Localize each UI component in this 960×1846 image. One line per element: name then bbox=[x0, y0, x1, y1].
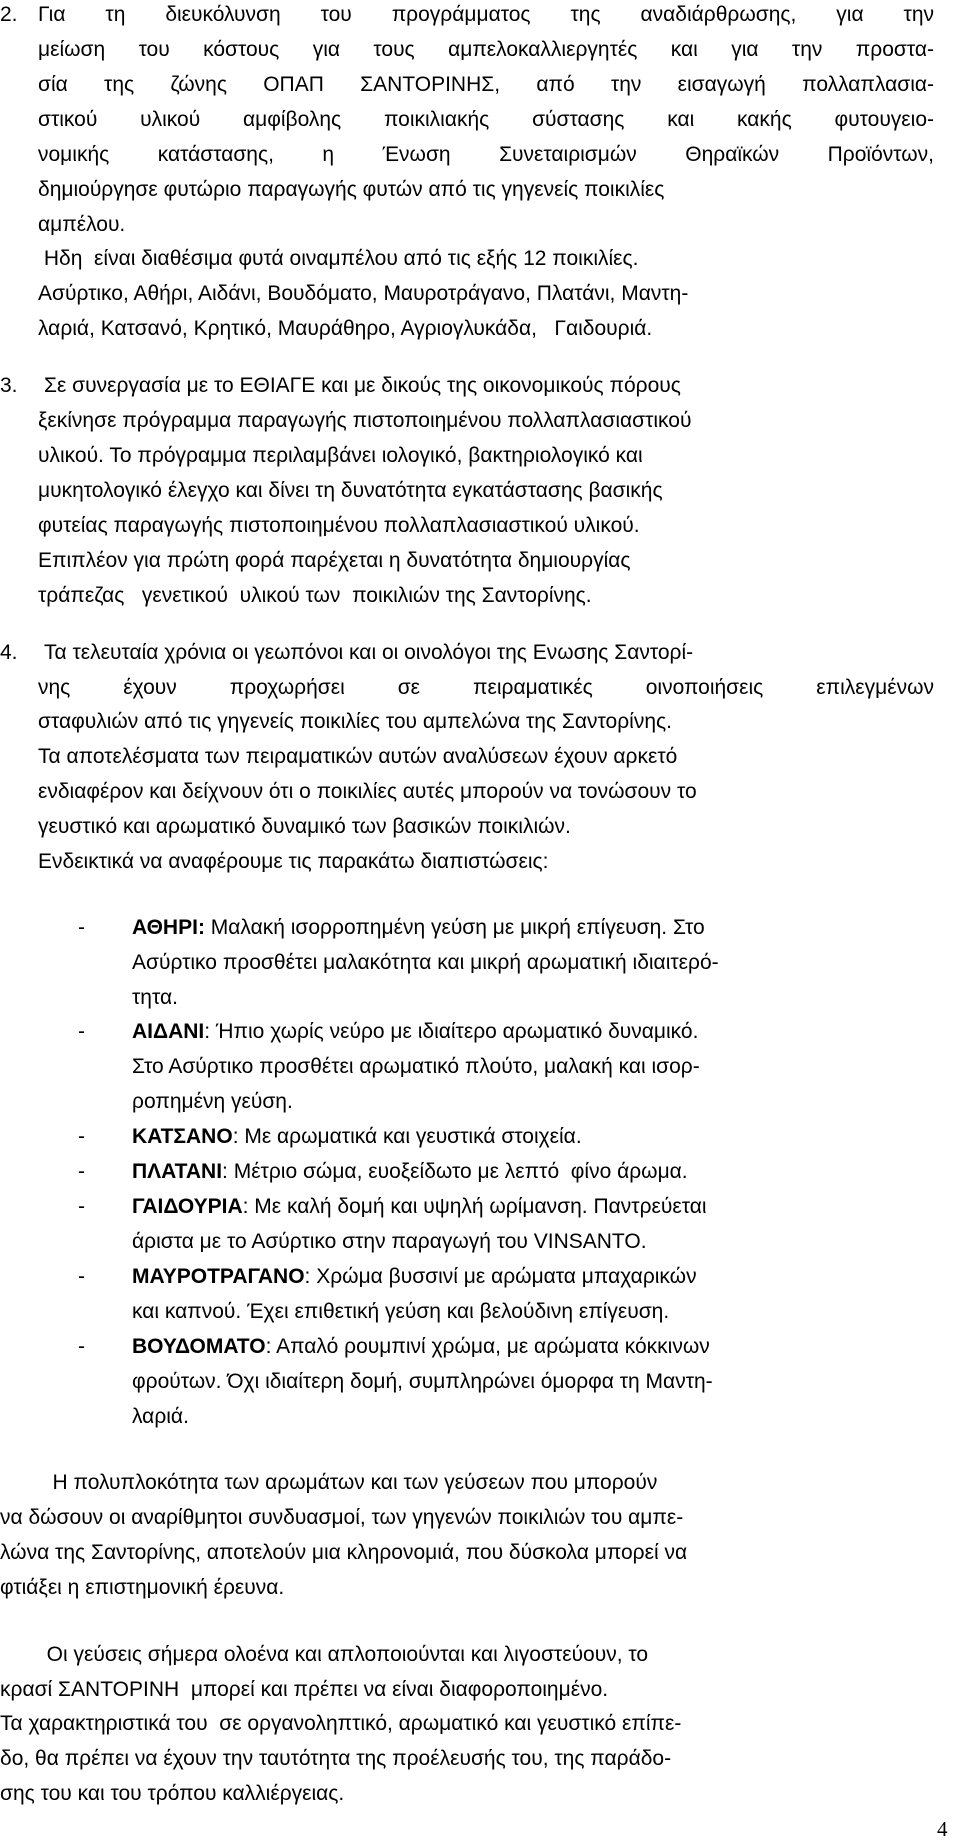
paragraph-2-line: Τα χαρακτηριστικά του σε οργανοληπτικό, αρωματικό και γευστικό επίπε- bbox=[0, 1712, 682, 1735]
list-item bbox=[132, 1194, 707, 1220]
varieties-list-line: Ασύρτικο, Αθήρι, Αιδάνι, Βουδόματο, Μαυροτράγανο, Πλατάνι, Μαντη- bbox=[38, 282, 689, 305]
paragraph-1-line: φτιάξει η επιστημονική έρευνα. bbox=[0, 1576, 285, 1599]
section-2-number: 2. bbox=[0, 3, 18, 26]
list-item bbox=[132, 1159, 688, 1185]
section-3-line: φυτείας παραγωγής πιστοποιημένου πολλαπλασιαστικού υλικού. bbox=[38, 514, 640, 537]
section-3-line: ξεκίνησε πρόγραμμα παραγωγής πιστοποιημένου πολλαπλασιαστικού bbox=[38, 409, 692, 432]
section-4-line: ενδιαφέρον και δείχνουν ότι ο ποικιλίες αυτές μπορούν να τονώσουν το bbox=[38, 780, 697, 803]
variety-name: ΑΘΗΡΙ: bbox=[132, 916, 205, 939]
section-2-line: Ηδη είναι διαθέσιμα φυτά οιναμπέλου από τις εξής 12 ποικιλίες. bbox=[38, 247, 639, 270]
list-dash: - bbox=[78, 1160, 85, 1183]
paragraph-2-line: κρασί ΣΑΝΤΟΡΙΝΗ μπορεί και πρέπει να είναι διαφοροποιημένο. bbox=[0, 1678, 609, 1701]
variety-description: : Με καλή δομή και υψηλή ωρίμανση. Παντρεύεται bbox=[242, 1195, 707, 1218]
list-dash: - bbox=[78, 1020, 85, 1043]
variety-description: : Με αρωματικά και γευστικά στοιχεία. bbox=[232, 1125, 582, 1148]
variety-name: ΠΛΑΤΑΝΙ bbox=[132, 1160, 223, 1183]
section-2-line: μείωση του κόστους για τους αμπελοκαλλιεργητές και για την προστα- bbox=[38, 38, 934, 61]
list-item-line: λαριά. bbox=[132, 1405, 189, 1428]
page-number: 4 bbox=[937, 1817, 948, 1841]
section-4-line: Ενδεικτικά να αναφέρουμε τις παρακάτω διαπιστώσεις: bbox=[38, 850, 549, 873]
varieties-list-line: λαριά, Κατσανό, Κρητικό, Μαυράθηρο, Αγριογλυκάδα, Γαιδουριά. bbox=[38, 317, 653, 340]
list-item-line: φρούτων. Όχι ιδιαίτερη δομή, συμπληρώνει όμορφα τη Μαντη- bbox=[132, 1370, 713, 1393]
list-item bbox=[132, 1124, 582, 1150]
variety-name: ΚΑΤΣΑΝΟ bbox=[132, 1125, 233, 1148]
section-3-number: 3. bbox=[0, 374, 18, 397]
variety-description: Μαλακή ισορροπημένη γεύση με μικρή επίγευση. Στο bbox=[204, 916, 705, 939]
variety-description: : Απαλό ρουμπινί χρώμα, με αρώματα κόκκινων bbox=[265, 1335, 710, 1358]
section-4-line: νης έχουν προχωρήσει σε πειραματικές οινοποιήσεις επιλεγμένων bbox=[38, 676, 934, 699]
list-item bbox=[132, 1264, 697, 1290]
section-4-number: 4. bbox=[0, 641, 18, 664]
paragraph-1-line: Η πολυπλοκότητα των αρωμάτων και των γεύσεων που μπορούν bbox=[0, 1471, 658, 1494]
list-item bbox=[132, 915, 705, 941]
paragraph-2-line: σης του και του τρόπου καλλιέργειας. bbox=[0, 1782, 345, 1805]
list-dash: - bbox=[78, 1335, 85, 1358]
section-4-line: σταφυλιών από τις γηγενείς ποικιλίες του αμπελώνα της Σαντορίνης. bbox=[38, 710, 672, 733]
list-item-line: άριστα με το Ασύρτικο στην παραγωγή του VINSANTO. bbox=[132, 1230, 647, 1253]
list-item-line: και καπνού. Έχει επιθετική γεύση και βελούδινη επίγευση. bbox=[132, 1300, 670, 1323]
section-3-line: υλικού. Το πρόγραμμα περιλαμβάνει ιολογικό, βακτηριολογικό και bbox=[38, 444, 643, 467]
variety-name: ΒΟΥΔΟΜΑΤΟ bbox=[132, 1335, 266, 1358]
section-2-line: νομικής κατάστασης, η Ένωση Συνεταιρισμών Θηραϊκών Προϊόντων, bbox=[38, 143, 934, 166]
section-2-line: δημιούργησε φυτώριο παραγωγής φυτών από τις γηγενείς ποικιλίες bbox=[38, 178, 665, 201]
section-2-line: Για τη διευκόλυνση του προγράμματος της αναδιάρθρωσης, για την bbox=[38, 3, 934, 26]
list-dash: - bbox=[78, 916, 85, 939]
variety-name: ΜΑΥΡΟΤΡΑΓΑΝΟ bbox=[132, 1265, 305, 1288]
list-item bbox=[132, 1334, 710, 1360]
section-4-line: Τα αποτελέσματα των πειραματικών αυτών αναλύσεων έχουν αρκετό bbox=[38, 745, 678, 768]
paragraph-2-line: δο, θα πρέπει να έχουν την ταυτότητα της προέλευσής του, της παράδο- bbox=[0, 1747, 672, 1770]
variety-description: : Μέτριο σώμα, ευοξείδωτο με λεπτό φίνο άρωμα. bbox=[222, 1160, 688, 1183]
variety-description: : Ήπιο χωρίς νεύρο με ιδιαίτερο αρωματικό δυναμικό. bbox=[204, 1020, 699, 1043]
section-4-line: γευστικό και αρωματικό δυναμικό των βασικών ποικιλιών. bbox=[38, 815, 571, 838]
section-3-line: Επιπλέον για πρώτη φορά παρέχεται η δυνατότητα δημιουργίας bbox=[38, 549, 631, 572]
section-2-line: στικού υλικού αμφίβολης ποικιλιακής σύστασης και κακής φυτουγειο- bbox=[38, 108, 934, 131]
section-3-line: μυκητολογικό έλεγχο και δίνει τη δυνατότητα εγκατάστασης βασικής bbox=[38, 479, 663, 502]
variety-name: ΓΑΙΔΟΥΡΙΑ bbox=[132, 1195, 243, 1218]
list-item bbox=[132, 1019, 698, 1045]
list-dash: - bbox=[78, 1195, 85, 1218]
variety-description: : Χρώμα βυσσινί με αρώματα μπαχαρικών bbox=[304, 1265, 697, 1288]
list-item-line: Ασύρτικο προσθέτει μαλακότητα και μικρή αρωματική ιδιαιτερό- bbox=[132, 951, 719, 974]
section-4-line: Τα τελευταία χρόνια οι γεωπόνοι και οι οινολόγοι της Ενωσης Σαντορί- bbox=[44, 641, 694, 664]
list-dash: - bbox=[78, 1125, 85, 1148]
list-dash: - bbox=[78, 1265, 85, 1288]
list-item-line: ροπημένη γεύση. bbox=[132, 1090, 293, 1113]
paragraph-1-line: να δώσουν οι αναρίθμητοι συνδυασμοί, των γηγενών ποικιλιών του αμπε- bbox=[0, 1506, 684, 1529]
variety-name: ΑΙΔΑΝΙ bbox=[132, 1020, 205, 1043]
section-3-line: τράπεζας γενετικού υλικού των ποικιλιών της Σαντορίνης. bbox=[38, 584, 592, 607]
paragraph-1-line: λώνα της Σαντορίνης, αποτελούν μια κληρονομιά, που δύσκολα μπορεί να bbox=[0, 1541, 688, 1564]
list-item-line: Στο Ασύρτικο προσθέτει αρωματικό πλούτο, μαλακή και ισορ- bbox=[132, 1055, 700, 1078]
paragraph-2-line: Οι γεύσεις σήμερα ολοένα και απλοποιούνται και λιγοστεύουν, το bbox=[0, 1643, 649, 1666]
list-item-line: τητα. bbox=[132, 986, 178, 1009]
section-3-line: Σε συνεργασία με το ΕΘΙΑΓΕ και με δικούς της οικονομικούς πόρους bbox=[44, 374, 681, 397]
section-2-line: σία της ζώνης ΟΠΑΠ ΣΑΝΤΟΡΙΝΗΣ, από την εισαγωγή πολλαπλασια- bbox=[38, 73, 934, 96]
section-2-line: αμπέλου. bbox=[38, 213, 126, 236]
